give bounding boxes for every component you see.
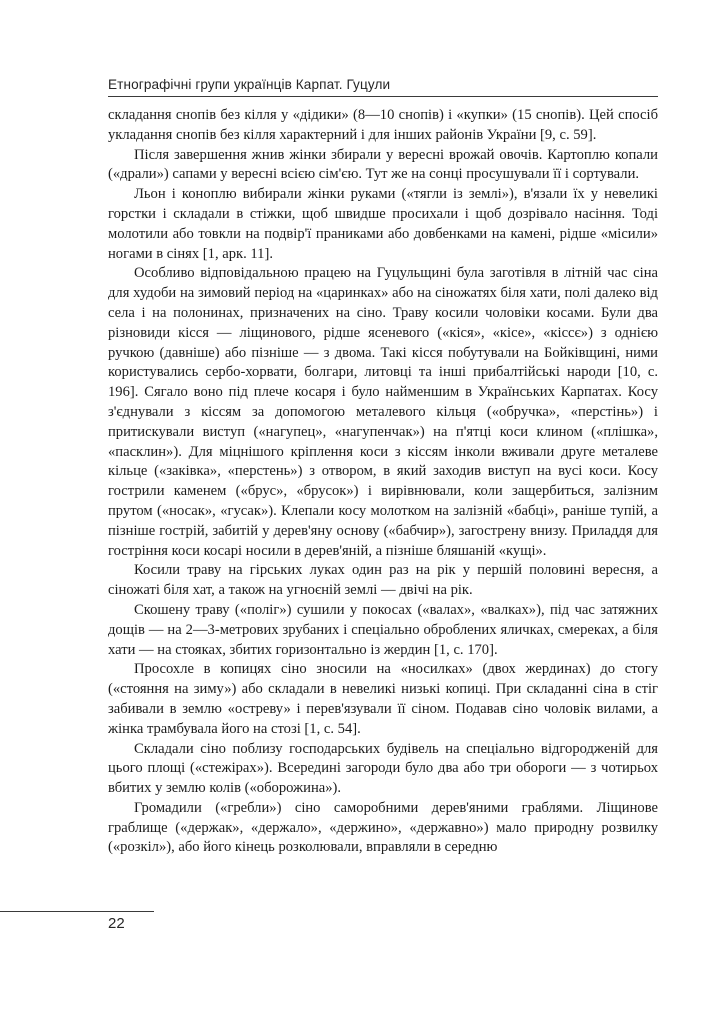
running-title: Етнографічні групи українців Карпат. Гуцули	[108, 77, 391, 92]
header-divider	[108, 96, 658, 97]
paragraph-continuation: складання снопів без кілля у «дідики» (8—10 снопів) і «купки» (15 снопів). Цей спосіб укладання снопів без кілля характерний і для інших районів України [9, с. 59].	[108, 107, 658, 143]
paragraph: Після завершення жнив жінки збирали у вересні врожай овочів. Картоплю копали («драли») сапами у вересні всією сім'єю. Тут же на сонці просушували її і сортували.	[108, 146, 658, 183]
page-number: 22	[108, 915, 125, 932]
paragraph: Льон і коноплю вибирали жінки руками («тягли із землі»), в'язали їх у невеликі горстки і складали в стіжки, щоб швидше просихали і щоб дозрівало насіння. Тоді молотили або товкли на подвір'ї праниками або довбенками на камені, рідше «місили» ногами в сінях [1, арк. 11].	[108, 186, 658, 262]
footer-divider	[0, 911, 154, 912]
paragraph: Особливо відповідальною працею на Гуцульщині була заготівля в літній час сіна для худоби на зимовий період на «царинках» або на сіножатях біля хати, полі далеко від села і на полонинах, призначених на сіно. Траву косили чоловіки косами. Були два різновиди кісся — ліщинового, рідше ясеневого («кіся», «кісе», «кіссє») з однією ручкою (давніше) або пізніше — з двома. Такі кісся побутували на Бойківщині, ними користувались сербо-хорвати, болгари, литовці та інші прибалтійські народи [10, с. 196]. Сягало воно під плече косаря і було найменшим в Українських Карпатах. Косу з'єднували з кіссям за допомогою металевого кільця («обручка», «перстінь») і притискували виступ («нагупец», «нагупенчак») на п'ятці коси клином («плішка», «пасклин»). Для міцнішого кріплення коси з кіссям інколи вживали друге металеве кільце («заківка», «перстень») з отвором, в який заходив виступ на вусі коси. Косу гострили каменем («брус», «брусок») і вирівнювали, коли защербиться, залізним прутом («носак», «гусак»). Клепали косу молотком на залізній «бабці», раніше тупій, а пізніше гострій, забитій у дерев'яну основу («бабчир»), загострену внизу. Приладдя для гостріння коси косарі носили в дерев'яній, а пізніше бляшаній «кущі».	[108, 265, 658, 559]
paragraph: Громадили («гребли») сіно саморобними дерев'яними граблями. Ліщинове граблище («держак», «держало», «держино», «державно») мало природну розвилку («розкіл»), або його кінець розколювали, вправляли в середню	[108, 799, 658, 856]
paragraph: Складали сіно поблизу господарських будівель на спеціально відгородженій для цього площі («стежірах»). Всередині загороди було два або три обороги — з чотирьох вбитих у землю колів («оборожина»).	[108, 740, 658, 797]
paragraph: Скошену траву («поліг») сушили у покосах («валах», «валках»), під час затяжних дощів — на 2—3-метрових зрубаних і спеціально оброблених яличках, смереках, а біля хати — на стояках, збитих горизонтально із жердин [1, с. 170].	[108, 601, 658, 658]
main-text	[108, 106, 658, 906]
paragraph: Просохле в копицях сіно зносили на «носилках» (двох жердинах) до стогу («стояння на зиму») або складали в невеликі низькі копиці. При складанні сіна в стіг забивали в землю «остреву» і перев'язували її сіном. Подавав сіно чоловік вилами, а жінка трамбувала його на стозі [1, с. 54].	[108, 661, 658, 737]
paragraph: Косили траву на гірських луках один раз на рік у першій половині вересня, а сіножаті біля хат, а також на угноєній землі — двічі на рік.	[108, 562, 658, 599]
